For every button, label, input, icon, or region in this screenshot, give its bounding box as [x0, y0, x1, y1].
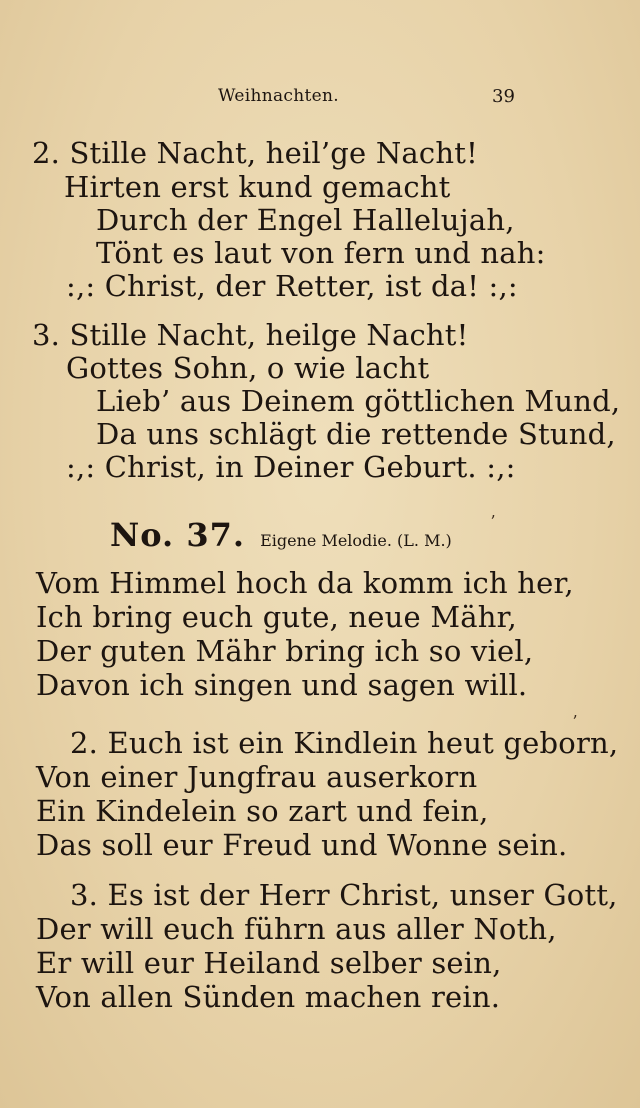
- print-mark: ʼ: [490, 512, 496, 531]
- verse-line: 3. Es ist der Herr Christ, unser Gott,: [70, 878, 618, 912]
- hymn-heading: [110, 516, 452, 554]
- verse-line: :,: Christ, der Retter, ist da! :,:: [66, 269, 518, 303]
- verse-line: Hirten erst kund gemacht: [64, 170, 451, 204]
- running-title: Weihnachten.: [218, 86, 339, 106]
- verse-line: Er will eur Heiland selber sein,: [36, 946, 502, 980]
- verse-line: Der will euch führn aus aller Noth,: [36, 912, 557, 946]
- verse-line: Durch der Engel Hallelujah,: [96, 203, 515, 237]
- verse-line: Von allen Sünden machen rein.: [36, 980, 501, 1014]
- verse-line: 3. Stille Nacht, heilge Nacht!: [32, 318, 469, 352]
- page-header: [0, 86, 640, 112]
- verse-line: Davon ich singen und sagen will.: [36, 668, 528, 702]
- hymn-number: No. 37.: [110, 516, 245, 554]
- verse-line: 2. Stille Nacht, heil’ge Nacht!: [32, 136, 478, 170]
- verse-line: 2. Euch ist ein Kindlein heut geborn,: [70, 726, 619, 760]
- verse-line: Vom Himmel hoch da komm ich her,: [36, 566, 574, 600]
- verse-line: Lieb’ aus Deinem göttlichen Mund,: [96, 384, 621, 418]
- verse-line: :,: Christ, in Deiner Geburt. :,:: [66, 450, 516, 484]
- print-mark: ʼ: [572, 712, 578, 731]
- verse-line: Der guten Mähr bring ich so viel,: [36, 634, 534, 668]
- verse-line: Von einer Jungfrau auserkorn: [36, 760, 478, 794]
- melody-note: Eigene Melodie. (L. M.): [260, 531, 452, 550]
- verse-line: Das soll eur Freud und Wonne sein.: [36, 828, 568, 862]
- verse-line: Gottes Sohn, o wie lacht: [66, 351, 430, 385]
- verse-line: Tönt es laut von fern und nah:: [96, 236, 546, 270]
- verse-line: Ich bring euch gute, neue Mähr,: [36, 600, 517, 634]
- page-number: 39: [492, 86, 515, 107]
- verse-line: Ein Kindelein so zart und fein,: [36, 794, 489, 828]
- verse-line: Da uns schlägt die rettende Stund,: [96, 417, 616, 451]
